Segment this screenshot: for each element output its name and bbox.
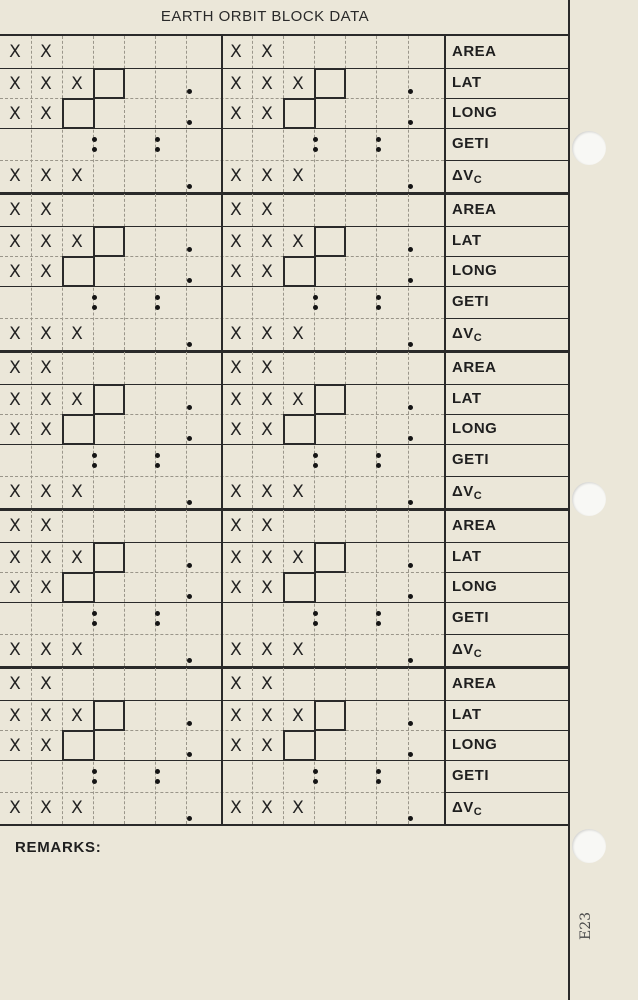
grid-column (186, 668, 187, 824)
sign-box (93, 542, 125, 573)
blank-mark: X (9, 578, 21, 598)
decimal-point (376, 463, 381, 468)
row-label: AREA (452, 517, 497, 534)
decimal-point (187, 120, 192, 125)
grid-column (345, 510, 346, 666)
decimal-point (376, 295, 381, 300)
blank-mark: X (230, 74, 242, 94)
sign-box (283, 98, 316, 129)
blank-mark: X (261, 420, 273, 440)
blank-mark: X (71, 324, 83, 344)
decimal-point (92, 137, 97, 142)
blank-mark: X (230, 232, 242, 252)
blank-mark: X (9, 420, 21, 440)
blank-mark: X (261, 262, 273, 282)
row-label: $\Delta V_C$ (452, 641, 483, 660)
sign-box (283, 572, 316, 603)
rule-line (444, 634, 568, 635)
blank-mark: X (230, 798, 242, 818)
row-label-subscript: C (473, 174, 483, 186)
decimal-point (313, 305, 318, 310)
sign-box (62, 572, 95, 603)
grid-column (155, 510, 156, 666)
sign-box (314, 542, 346, 573)
sign-box (93, 700, 125, 731)
blank-mark: X (261, 798, 273, 818)
grid-column (186, 194, 187, 350)
rule-line (0, 824, 568, 826)
decimal-point (92, 769, 97, 774)
rule-line (221, 194, 223, 350)
decimal-point (92, 453, 97, 458)
rule-line (0, 350, 568, 353)
rule-line (444, 476, 568, 477)
blank-mark: X (9, 200, 21, 220)
blank-mark: X (40, 736, 52, 756)
grid-column (155, 194, 156, 350)
decimal-point (408, 721, 413, 726)
blank-mark: X (261, 674, 273, 694)
blank-mark: X (9, 104, 21, 124)
grid-column (31, 510, 32, 666)
grid-column (376, 36, 377, 192)
decimal-point (376, 779, 381, 784)
blank-mark: X (40, 548, 52, 568)
sign-box (93, 226, 125, 257)
blank-mark: X (71, 74, 83, 94)
rule-line (221, 668, 223, 824)
decimal-point (408, 436, 413, 441)
sign-box (93, 384, 125, 415)
grid-column (155, 668, 156, 824)
decimal-point (376, 305, 381, 310)
row-label: GETI (452, 767, 490, 784)
blank-mark: X (292, 640, 304, 660)
row-label: $\Delta V_C$ (452, 325, 483, 344)
decimal-point (155, 463, 160, 468)
decimal-point (187, 184, 192, 189)
blank-mark: X (40, 324, 52, 344)
sign-box (314, 384, 346, 415)
decimal-point (187, 89, 192, 94)
decimal-point (408, 405, 413, 410)
blank-mark: X (292, 798, 304, 818)
rule-line (0, 192, 568, 195)
grid-column (124, 668, 125, 824)
grid-column (31, 36, 32, 192)
decimal-point (376, 621, 381, 626)
blank-mark: X (71, 706, 83, 726)
rule-line (444, 160, 568, 161)
decimal-point (155, 611, 160, 616)
blank-mark: X (71, 166, 83, 186)
blank-mark: X (261, 42, 273, 62)
blank-mark: X (261, 578, 273, 598)
decimal-point (92, 147, 97, 152)
sign-box (283, 730, 316, 761)
decimal-point (408, 89, 413, 94)
row-label: AREA (452, 201, 497, 218)
blank-mark: X (40, 232, 52, 252)
grid-column (252, 510, 253, 666)
row-label: GETI (452, 451, 490, 468)
blank-mark: X (261, 104, 273, 124)
decimal-point (92, 779, 97, 784)
grid-column (155, 352, 156, 508)
blank-mark: X (71, 390, 83, 410)
blank-mark: X (230, 482, 242, 502)
decimal-point (313, 769, 318, 774)
row-label: $\Delta V_C$ (452, 483, 483, 502)
grid-column (252, 352, 253, 508)
decimal-point (313, 463, 318, 468)
blank-mark: X (230, 736, 242, 756)
blank-mark: X (261, 548, 273, 568)
blank-mark: X (40, 516, 52, 536)
blank-mark: X (230, 42, 242, 62)
grid-column (376, 510, 377, 666)
grid-column (186, 36, 187, 192)
binder-hole-top (572, 131, 606, 165)
row-label: LONG (452, 420, 498, 437)
blank-mark: X (9, 262, 21, 282)
decimal-point (187, 721, 192, 726)
sign-box (62, 730, 95, 761)
decimal-point (92, 305, 97, 310)
decimal-point (187, 500, 192, 505)
decimal-point (187, 752, 192, 757)
blank-mark: X (9, 324, 21, 344)
grid-column (124, 36, 125, 192)
page-code: E23 (578, 911, 595, 941)
decimal-point (187, 342, 192, 347)
blank-mark: X (292, 166, 304, 186)
decimal-point (408, 278, 413, 283)
grid-column (408, 668, 409, 824)
blank-mark: X (9, 390, 21, 410)
blank-mark: X (40, 358, 52, 378)
row-label: LONG (452, 736, 498, 753)
blank-mark: X (261, 516, 273, 536)
row-label: LONG (452, 104, 498, 121)
blank-mark: X (261, 706, 273, 726)
row-label: LONG (452, 578, 498, 595)
blank-mark: X (261, 482, 273, 502)
decimal-point (408, 500, 413, 505)
blank-mark: X (40, 706, 52, 726)
row-label: LAT (452, 548, 482, 565)
grid-column (408, 352, 409, 508)
blank-mark: X (71, 232, 83, 252)
decimal-point (376, 147, 381, 152)
decimal-point (408, 120, 413, 125)
blank-mark: X (9, 42, 21, 62)
sign-box (314, 68, 346, 99)
rule-line (0, 68, 568, 69)
row-label-subscript: C (473, 648, 483, 660)
blank-mark: X (40, 166, 52, 186)
blank-mark: X (230, 640, 242, 660)
blank-mark: X (9, 798, 21, 818)
grid-column (376, 668, 377, 824)
blank-mark: X (292, 232, 304, 252)
blank-mark: X (261, 200, 273, 220)
blank-mark: X (261, 166, 273, 186)
grid-column (31, 668, 32, 824)
blank-mark: X (9, 548, 21, 568)
blank-mark: X (261, 390, 273, 410)
blank-mark: X (40, 104, 52, 124)
blank-mark: X (40, 420, 52, 440)
blank-mark: X (9, 166, 21, 186)
decimal-point (92, 621, 97, 626)
decimal-point (408, 247, 413, 252)
blank-mark: X (9, 482, 21, 502)
blank-mark: X (40, 798, 52, 818)
row-label: GETI (452, 135, 490, 152)
rule-line (0, 508, 568, 511)
blank-mark: X (9, 706, 21, 726)
blank-mark: X (230, 706, 242, 726)
blank-mark: X (230, 578, 242, 598)
blank-mark: X (292, 548, 304, 568)
blank-mark: X (292, 706, 304, 726)
blank-mark: X (9, 736, 21, 756)
grid-column (408, 36, 409, 192)
row-label-subscript: C (473, 806, 483, 818)
blank-mark: X (230, 358, 242, 378)
decimal-point (313, 147, 318, 152)
decimal-point (187, 278, 192, 283)
grid-column (408, 194, 409, 350)
binder-hole-bottom (572, 829, 606, 863)
row-label: LONG (452, 262, 498, 279)
sign-box (314, 700, 346, 731)
blank-mark: X (230, 324, 242, 344)
blank-mark: X (292, 482, 304, 502)
remarks-label: REMARKS: (15, 839, 102, 856)
decimal-point (187, 658, 192, 663)
decimal-point (376, 137, 381, 142)
decimal-point (376, 611, 381, 616)
grid-column (345, 36, 346, 192)
grid-column (345, 352, 346, 508)
blank-mark: X (9, 232, 21, 252)
row-label: LAT (452, 706, 482, 723)
blank-mark: X (9, 674, 21, 694)
grid-column (252, 194, 253, 350)
grid-column (155, 36, 156, 192)
decimal-point (155, 137, 160, 142)
blank-mark: X (71, 548, 83, 568)
decimal-point (408, 816, 413, 821)
decimal-point (155, 621, 160, 626)
rule-line (444, 256, 568, 257)
sign-box (283, 256, 316, 287)
rule-line (221, 510, 223, 666)
rule-line (0, 226, 568, 227)
grid-column (124, 352, 125, 508)
decimal-point (408, 752, 413, 757)
grid-column (186, 510, 187, 666)
blank-mark: X (261, 640, 273, 660)
row-label: AREA (452, 43, 497, 60)
decimal-point (187, 405, 192, 410)
blank-mark: X (261, 324, 273, 344)
blank-mark: X (71, 798, 83, 818)
decimal-point (313, 621, 318, 626)
decimal-point (92, 463, 97, 468)
blank-mark: X (230, 516, 242, 536)
grid-column (376, 352, 377, 508)
blank-mark: X (261, 232, 273, 252)
decimal-point (408, 563, 413, 568)
decimal-point (155, 305, 160, 310)
decimal-point (408, 658, 413, 663)
grid-column (124, 510, 125, 666)
rule-line (221, 36, 223, 192)
grid-column (31, 352, 32, 508)
decimal-point (408, 184, 413, 189)
blank-mark: X (71, 482, 83, 502)
rule-line (221, 352, 223, 508)
blank-mark: X (40, 578, 52, 598)
blank-mark: X (71, 640, 83, 660)
blank-mark: X (230, 200, 242, 220)
blank-mark: X (261, 358, 273, 378)
rule-line (0, 34, 568, 36)
blank-mark: X (230, 674, 242, 694)
decimal-point (313, 611, 318, 616)
sign-box (314, 226, 346, 257)
grid-column (124, 194, 125, 350)
blank-mark: X (230, 548, 242, 568)
row-label-subscript: C (473, 332, 483, 344)
blank-mark: X (292, 390, 304, 410)
blank-mark: X (230, 420, 242, 440)
rule-line (444, 572, 568, 573)
rule-line (444, 98, 568, 99)
decimal-point (376, 453, 381, 458)
rule-line (0, 700, 568, 701)
grid-column (252, 36, 253, 192)
row-label-subscript: C (473, 490, 483, 502)
rule-line (444, 318, 568, 319)
rule-line (444, 792, 568, 793)
sign-box (62, 98, 95, 129)
blank-mark: X (9, 516, 21, 536)
blank-mark: X (9, 74, 21, 94)
rule-line (444, 414, 568, 415)
grid-column (376, 194, 377, 350)
decimal-point (187, 247, 192, 252)
blank-mark: X (230, 262, 242, 282)
blank-mark: X (40, 74, 52, 94)
sign-box (93, 68, 125, 99)
rule-line (444, 730, 568, 731)
decimal-point (155, 769, 160, 774)
blank-mark: X (292, 324, 304, 344)
decimal-point (313, 453, 318, 458)
rule-line (444, 34, 446, 826)
decimal-point (187, 594, 192, 599)
decimal-point (313, 295, 318, 300)
row-label: AREA (452, 675, 497, 692)
grid-column (345, 668, 346, 824)
blank-mark: X (40, 482, 52, 502)
blank-mark: X (292, 74, 304, 94)
row-label: $\Delta V_C$ (452, 799, 483, 818)
decimal-point (155, 147, 160, 152)
row-label: LAT (452, 390, 482, 407)
sign-box (62, 256, 95, 287)
sign-box (283, 414, 316, 445)
decimal-point (376, 769, 381, 774)
blank-mark: X (9, 640, 21, 660)
row-label: LAT (452, 232, 482, 249)
decimal-point (408, 342, 413, 347)
blank-mark: X (261, 74, 273, 94)
grid-column (345, 194, 346, 350)
rule-line (0, 384, 568, 385)
decimal-point (92, 611, 97, 616)
decimal-point (313, 779, 318, 784)
decimal-point (155, 295, 160, 300)
sign-box (62, 414, 95, 445)
row-label: LAT (452, 74, 482, 91)
row-label: AREA (452, 359, 497, 376)
decimal-point (408, 594, 413, 599)
decimal-point (155, 453, 160, 458)
blank-mark: X (40, 674, 52, 694)
row-label: GETI (452, 293, 490, 310)
decimal-point (92, 295, 97, 300)
grid-column (186, 352, 187, 508)
blank-mark: X (40, 262, 52, 282)
binder-hole-middle (572, 482, 606, 516)
blank-mark: X (40, 390, 52, 410)
blank-mark: X (230, 390, 242, 410)
decimal-point (187, 816, 192, 821)
blank-mark: X (40, 200, 52, 220)
form-title: EARTH ORBIT BLOCK DATA (160, 8, 370, 25)
blank-mark: X (230, 104, 242, 124)
blank-mark: X (40, 640, 52, 660)
grid-column (408, 510, 409, 666)
blank-mark: X (230, 166, 242, 186)
decimal-point (187, 563, 192, 568)
decimal-point (187, 436, 192, 441)
rule-line (568, 0, 570, 1000)
row-label: GETI (452, 609, 490, 626)
blank-mark: X (40, 42, 52, 62)
decimal-point (155, 779, 160, 784)
grid-column (31, 194, 32, 350)
grid-column (252, 668, 253, 824)
blank-mark: X (9, 358, 21, 378)
rule-line (0, 666, 568, 669)
rule-line (0, 542, 568, 543)
decimal-point (313, 137, 318, 142)
row-label: $\Delta V_C$ (452, 167, 483, 186)
blank-mark: X (261, 736, 273, 756)
